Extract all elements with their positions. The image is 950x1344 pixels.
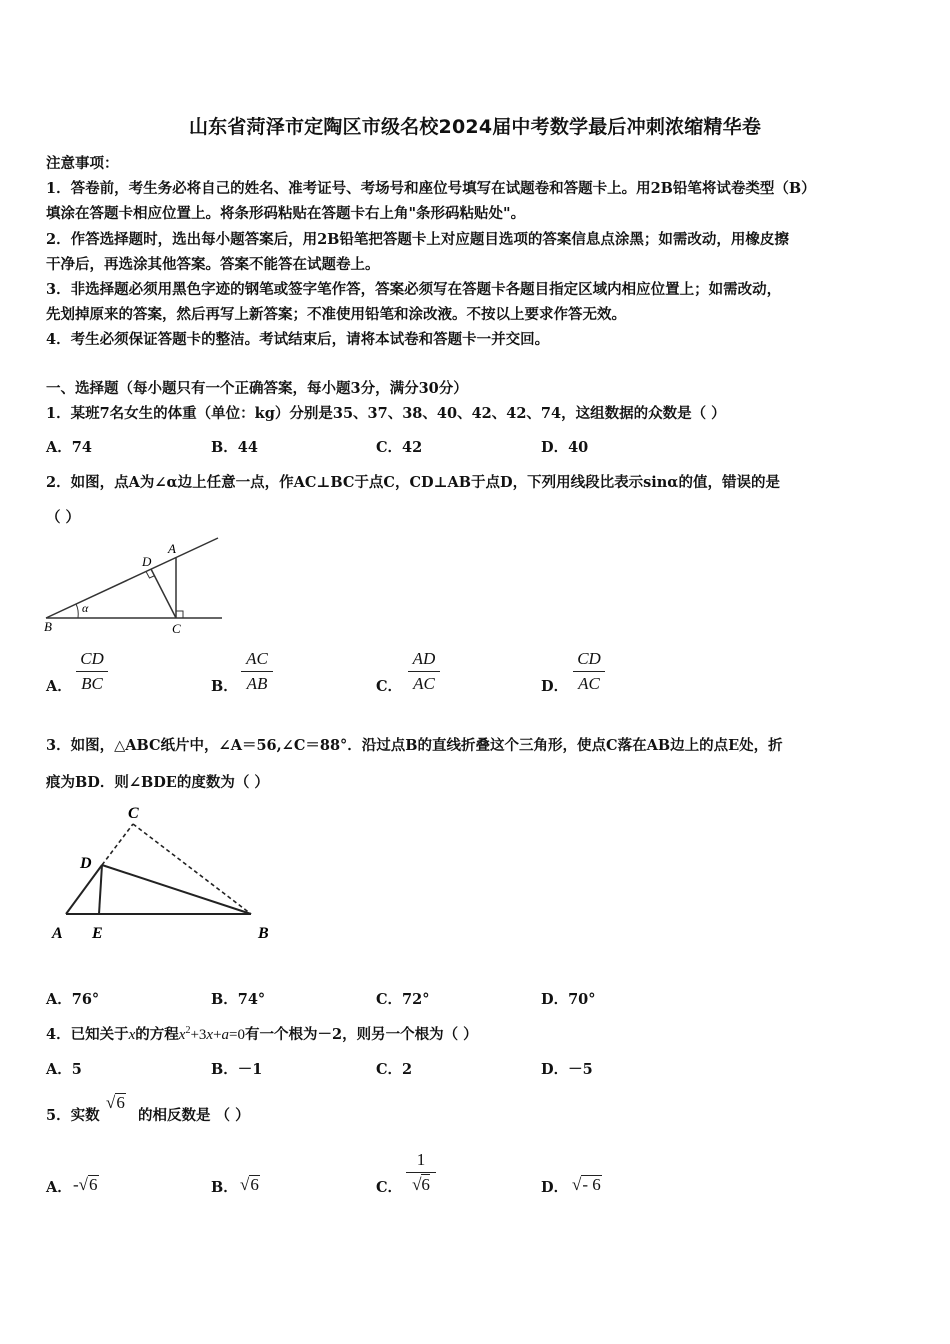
q3-option-b[interactable]: B．74° [211,991,266,1008]
question-3-stem: 3．如图，△ABC纸片中，∠A＝56,∠C＝88°．沿过点B的直线折叠这个三角形，使点C落在AB边上的点E处，折 [46,737,783,754]
radicand: 6 [89,1175,98,1194]
q2-figure [40,535,230,640]
eq-part: +3 [190,1027,207,1043]
label-a: A [168,541,176,556]
notice-line: 2．作答选择题时，选出每小题答案后，用2B铅笔把答题卡上对应题目选项的答案信息点涂黑；如需改动，用橡皮擦 [46,231,789,248]
denominator: AC [578,674,600,693]
line-de [99,865,102,914]
denominator: BC [81,674,103,693]
q3-option-d[interactable]: D．70° [541,991,596,1008]
fraction-bar [76,671,108,672]
q4-option-b[interactable]: B．－1 [211,1061,263,1078]
label-d: D [80,855,92,872]
denominator: AC [413,674,435,693]
fraction-bar [241,671,273,672]
notice-line: 4．考生必须保证答题卡的整洁。考试结束后，请将本试卷和答题卡一并交回。 [46,331,550,348]
eq-x2: x [206,1027,214,1043]
line-ba [46,538,218,618]
q5-option-c-letter[interactable]: C． [376,1179,403,1196]
radicand: 6 [250,1175,259,1194]
sqrt-icon: √ [572,1175,582,1194]
q4-var-x: x [128,1027,136,1043]
numerator: AC [246,649,268,668]
notice-line: 干净后，再选涂其他答案。答案不能答在试题卷上。 [46,256,380,273]
q5-option-d-letter[interactable]: D． [541,1179,569,1196]
label-b: B [44,619,52,634]
q2-option-b-letter[interactable]: B． [211,678,238,695]
question-5-stem-pre: 5．实数 [46,1107,100,1124]
line-cb-dashed [133,824,251,914]
notice-line: 填涂在答题卡相应位置上。将条形码粘贴在答题卡右上角"条形码粘贴处"。 [46,205,526,222]
q5-option-a-letter[interactable]: A． [46,1179,72,1196]
numerator: AD [412,649,436,668]
numerator: 1 [416,1150,426,1169]
label-b: B [258,925,269,942]
line-db [102,865,251,914]
q1-option-c[interactable]: C．42 [376,439,423,456]
notice-line: 3．非选择题必须用黑色字迹的钢笔或签字笔作答，答案必须写在答题卡各题目指定区域内相应位置上；如需改动， [46,281,782,298]
line-cd [151,569,176,618]
q4-stem-mid: 的方程 [135,1026,179,1043]
q1-option-d[interactable]: D．40 [541,439,589,456]
radicand: 6 [116,1093,125,1112]
label-alpha: α [82,601,89,615]
question-1-stem: 1．某班7名女生的体重（单位：kg）分别是35、37、38、40、42、42、74，这组数据的众数是（ ） [46,405,726,422]
q2-option-d-fraction[interactable] [573,648,605,695]
radicand: 6 [421,1175,430,1194]
q4-equation [179,1027,245,1043]
notice-line: 1．答卷前，考生务必将自己的姓名、准考证号、考场号和座位号填写在试题卷和答题卡上。用2B铅笔将试卷类型（B） [46,180,816,197]
label-e: E [92,925,103,942]
q1-option-a[interactable]: A．74 [46,439,92,456]
angle-arc [76,604,78,618]
question-3-stem-2: 痕为BD．则∠BDE的度数为（ ） [46,774,269,791]
right-angle-c [176,611,183,618]
line-dc-dashed [102,824,133,865]
eq-a: a [221,1027,230,1043]
q2-option-b-fraction[interactable] [241,648,273,695]
q5-option-b-letter[interactable]: B． [211,1179,238,1196]
question-2-stem: 2．如图，点A为∠α边上任意一点，作AC⊥BC于点C，CD⊥AB于点D，下列用线段比表示sinα的值，错误的是 [46,474,780,491]
sqrt-icon: √ [412,1175,422,1194]
q3-option-c[interactable]: C．72° [376,991,430,1008]
q3-figure [44,800,284,945]
sqrt-icon: √ [106,1093,116,1112]
q2-option-a-letter[interactable]: A． [46,678,72,695]
line-ad [66,865,102,914]
q2-option-d-letter[interactable]: D． [541,678,569,695]
minus-sign: - [73,1175,79,1194]
notice-heading: 注意事项： [46,155,119,172]
q2-option-a-fraction[interactable] [76,648,108,695]
question-5-stem-post: 的相反数是 （ ） [138,1107,250,1124]
q3-option-a[interactable]: A．76° [46,991,100,1008]
page-title: 山东省菏泽市定陶区市级名校2024届中考数学最后冲刺浓缩精华卷 [188,116,762,138]
q4-stem-post: 有一个根为－2，则另一个根为（ ） [245,1026,478,1043]
question-2-paren: （ ） [46,509,81,526]
label-d: D [142,554,152,569]
sqrt-icon: √ [240,1175,250,1194]
q5-option-c-fraction[interactable] [406,1149,436,1196]
eq-part: =0 [229,1027,246,1043]
fraction-bar [406,1172,436,1173]
notice-line: 先划掉原来的答案，然后再写上新答案；不准使用铅笔和涂改液。不按以上要求作答无效。 [46,306,626,323]
fraction-bar [573,671,605,672]
denominator [406,1174,436,1196]
q5-option-a-value[interactable] [73,1175,99,1195]
label-a: A [52,925,63,942]
q2-option-c-letter[interactable]: C． [376,678,403,695]
eq-plus: + [213,1027,222,1043]
q5-option-d-value[interactable] [572,1175,602,1195]
eq-x: x [178,1027,186,1043]
question-4-stem [46,1023,478,1044]
section-heading: 一、选择题（每小题只有一个正确答案，每小题3分，满分30分） [46,380,468,397]
q1-option-b[interactable]: B．44 [211,439,258,456]
eq-sup: 2 [185,1025,191,1036]
numerator: CD [80,649,104,668]
q2-option-c-fraction[interactable] [408,648,440,695]
q4-option-d[interactable]: D．－5 [541,1061,593,1078]
q4-option-a[interactable]: A．5 [46,1061,82,1078]
q4-stem-pre: 4．已知关于 [46,1026,129,1043]
denominator: AB [246,674,268,693]
label-c: C [128,805,139,822]
radicand: - 6 [582,1175,601,1194]
numerator: CD [577,649,601,668]
q5-option-b-value[interactable] [240,1175,260,1195]
label-c: C [172,621,181,636]
fraction-bar [408,671,440,672]
q5-radical [106,1093,126,1113]
sqrt-icon: √ [78,1175,89,1194]
q4-option-c[interactable]: C．2 [376,1061,413,1078]
